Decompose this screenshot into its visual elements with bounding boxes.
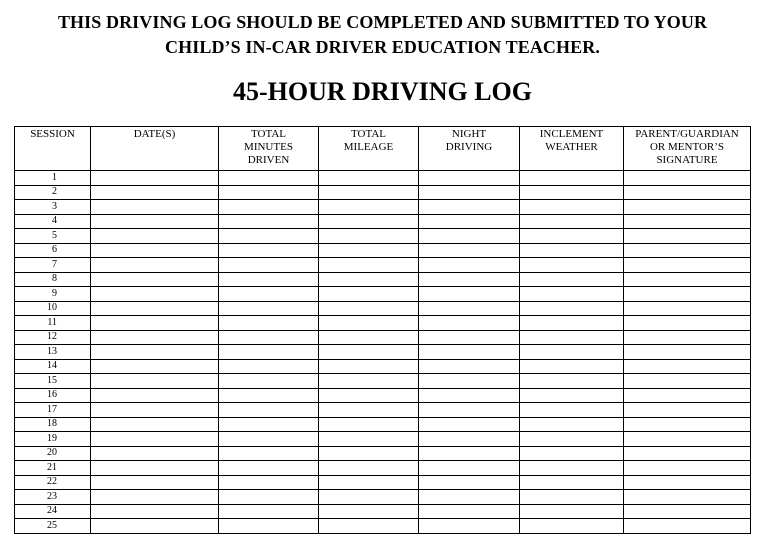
inclement-weather-cell[interactable]	[520, 475, 624, 490]
signature-cell[interactable]	[624, 432, 751, 447]
night-driving-cell[interactable]	[419, 301, 520, 316]
table-row	[15, 417, 751, 432]
session-number: 11	[15, 316, 91, 331]
signature-cell[interactable]	[624, 272, 751, 287]
inclement-weather-cell[interactable]	[520, 243, 624, 258]
mileage-cell[interactable]	[319, 316, 419, 331]
minutes-cell[interactable]	[219, 171, 319, 186]
table-row	[15, 359, 751, 374]
mileage-cell[interactable]	[319, 359, 419, 374]
date-cell[interactable]	[91, 504, 219, 519]
night-driving-cell[interactable]	[419, 388, 520, 403]
night-driving-cell[interactable]	[419, 403, 520, 418]
table-row	[15, 316, 751, 331]
night-driving-cell[interactable]	[419, 359, 520, 374]
minutes-cell[interactable]	[219, 388, 319, 403]
mileage-cell[interactable]	[319, 504, 419, 519]
signature-cell[interactable]	[624, 185, 751, 200]
night-driving-cell[interactable]	[419, 432, 520, 447]
column-header-total-minutes-driven	[219, 127, 319, 171]
table-row	[15, 388, 751, 403]
night-driving-cell[interactable]	[419, 272, 520, 287]
column-header-line: TOTAL	[251, 128, 286, 140]
signature-cell[interactable]	[624, 301, 751, 316]
night-driving-cell[interactable]	[419, 446, 520, 461]
mileage-cell[interactable]	[319, 388, 419, 403]
inclement-weather-cell[interactable]	[520, 185, 624, 200]
night-driving-cell[interactable]	[419, 316, 520, 331]
date-cell[interactable]	[91, 475, 219, 490]
signature-cell[interactable]	[624, 345, 751, 360]
table-row	[15, 374, 751, 389]
session-number: 10	[15, 301, 91, 316]
inclement-weather-cell[interactable]	[520, 272, 624, 287]
night-driving-cell[interactable]	[419, 185, 520, 200]
minutes-cell[interactable]	[219, 359, 319, 374]
inclement-weather-cell[interactable]	[520, 316, 624, 331]
signature-cell[interactable]	[624, 388, 751, 403]
inclement-weather-cell[interactable]	[520, 461, 624, 476]
column-header-signature	[624, 127, 751, 171]
mileage-cell[interactable]	[319, 403, 419, 418]
signature-cell[interactable]	[624, 171, 751, 186]
minutes-cell[interactable]	[219, 229, 319, 244]
session-number: 3	[15, 200, 91, 215]
signature-cell[interactable]	[624, 330, 751, 345]
signature-cell[interactable]	[624, 374, 751, 389]
column-header-line: MINUTES	[244, 141, 293, 153]
mileage-cell[interactable]	[319, 330, 419, 345]
mileage-cell[interactable]	[319, 243, 419, 258]
inclement-weather-cell[interactable]	[520, 214, 624, 229]
inclement-weather-cell[interactable]	[520, 287, 624, 302]
date-cell[interactable]	[91, 200, 219, 215]
signature-cell[interactable]	[624, 519, 751, 534]
table-row	[15, 446, 751, 461]
date-cell[interactable]	[91, 171, 219, 186]
signature-cell[interactable]	[624, 243, 751, 258]
table-header-row	[15, 127, 751, 171]
mileage-cell[interactable]	[319, 417, 419, 432]
table-row	[15, 243, 751, 258]
night-driving-cell[interactable]	[419, 214, 520, 229]
date-cell[interactable]	[91, 446, 219, 461]
date-cell[interactable]	[91, 490, 219, 505]
signature-cell[interactable]	[624, 417, 751, 432]
signature-cell[interactable]	[624, 446, 751, 461]
column-header-inclement-weather	[520, 127, 624, 171]
inclement-weather-cell[interactable]	[520, 200, 624, 215]
date-cell[interactable]	[91, 388, 219, 403]
inclement-weather-cell[interactable]	[520, 374, 624, 389]
night-driving-cell[interactable]	[419, 258, 520, 273]
table-row	[15, 403, 751, 418]
night-driving-cell[interactable]	[419, 229, 520, 244]
notice-line-2: CHILD’S IN-CAR DRIVER EDUCATION TEACHER.	[165, 37, 600, 57]
mileage-cell[interactable]	[319, 519, 419, 534]
session-number: 12	[15, 330, 91, 345]
night-driving-cell[interactable]	[419, 417, 520, 432]
session-number: 6	[15, 243, 91, 258]
night-driving-cell[interactable]	[419, 287, 520, 302]
column-header-line: WEATHER	[545, 141, 598, 153]
mileage-cell[interactable]	[319, 272, 419, 287]
mileage-cell[interactable]	[319, 446, 419, 461]
date-cell[interactable]	[91, 519, 219, 534]
night-driving-cell[interactable]	[419, 461, 520, 476]
column-header-line: NIGHT	[451, 128, 487, 140]
inclement-weather-cell[interactable]	[520, 403, 624, 418]
signature-cell[interactable]	[624, 287, 751, 302]
session-number: 25	[15, 519, 91, 534]
night-driving-cell[interactable]	[419, 490, 520, 505]
column-header-line: DRIVING	[445, 141, 493, 153]
table-row	[15, 258, 751, 273]
inclement-weather-cell[interactable]	[520, 432, 624, 447]
minutes-cell[interactable]	[219, 272, 319, 287]
date-cell[interactable]	[91, 432, 219, 447]
table-row	[15, 519, 751, 534]
table-row	[15, 504, 751, 519]
session-number: 9	[15, 287, 91, 302]
minutes-cell[interactable]	[219, 287, 319, 302]
mileage-cell[interactable]	[319, 490, 419, 505]
signature-cell[interactable]	[624, 403, 751, 418]
minutes-cell[interactable]	[219, 374, 319, 389]
signature-cell[interactable]	[624, 359, 751, 374]
minutes-cell[interactable]	[219, 490, 319, 505]
date-cell[interactable]	[91, 374, 219, 389]
session-number: 18	[15, 417, 91, 432]
column-header-line: OR MENTOR’S	[649, 141, 725, 153]
table-row	[15, 185, 751, 200]
minutes-cell[interactable]	[219, 446, 319, 461]
session-number: 16	[15, 388, 91, 403]
session-number: 4	[15, 214, 91, 229]
night-driving-cell[interactable]	[419, 504, 520, 519]
date-cell[interactable]	[91, 301, 219, 316]
mileage-cell[interactable]	[319, 432, 419, 447]
minutes-cell[interactable]	[219, 504, 319, 519]
inclement-weather-cell[interactable]	[520, 359, 624, 374]
signature-cell[interactable]	[624, 490, 751, 505]
night-driving-cell[interactable]	[419, 475, 520, 490]
column-header-line: DRIVEN	[247, 154, 290, 166]
minutes-cell[interactable]	[219, 243, 319, 258]
inclement-weather-cell[interactable]	[520, 330, 624, 345]
column-header-line: SIGNATURE	[656, 154, 718, 166]
mileage-cell[interactable]	[319, 287, 419, 302]
date-cell[interactable]	[91, 229, 219, 244]
date-cell[interactable]	[91, 185, 219, 200]
column-header-total-mileage	[319, 127, 419, 171]
inclement-weather-cell[interactable]	[520, 171, 624, 186]
minutes-cell[interactable]	[219, 519, 319, 534]
minutes-cell[interactable]	[219, 432, 319, 447]
session-number: 21	[15, 461, 91, 476]
session-number: 8	[15, 272, 91, 287]
night-driving-cell[interactable]	[419, 200, 520, 215]
minutes-cell[interactable]	[219, 461, 319, 476]
column-header-line: SESSION	[30, 128, 75, 140]
table-row	[15, 461, 751, 476]
mileage-cell[interactable]	[319, 461, 419, 476]
inclement-weather-cell[interactable]	[520, 446, 624, 461]
column-header-line: MILEAGE	[343, 141, 394, 153]
date-cell[interactable]	[91, 243, 219, 258]
mileage-cell[interactable]	[319, 374, 419, 389]
session-number: 7	[15, 258, 91, 273]
night-driving-cell[interactable]	[419, 345, 520, 360]
table-row	[15, 229, 751, 244]
date-cell[interactable]	[91, 403, 219, 418]
column-header-session	[15, 127, 91, 171]
minutes-cell[interactable]	[219, 475, 319, 490]
minutes-cell[interactable]	[219, 403, 319, 418]
mileage-cell[interactable]	[319, 345, 419, 360]
signature-cell[interactable]	[624, 475, 751, 490]
session-number: 2	[15, 185, 91, 200]
night-driving-cell[interactable]	[419, 374, 520, 389]
table-body	[15, 171, 751, 534]
inclement-weather-cell[interactable]	[520, 388, 624, 403]
column-header-line: INCLEMENT	[539, 128, 604, 140]
table-row	[15, 475, 751, 490]
inclement-weather-cell[interactable]	[520, 229, 624, 244]
column-header-dates	[91, 127, 219, 171]
inclement-weather-cell[interactable]	[520, 504, 624, 519]
minutes-cell[interactable]	[219, 417, 319, 432]
inclement-weather-cell[interactable]	[520, 490, 624, 505]
minutes-cell[interactable]	[219, 301, 319, 316]
mileage-cell[interactable]	[319, 258, 419, 273]
notice-line-1: THIS DRIVING LOG SHOULD BE COMPLETED AND SUBMITTED TO YOUR	[57, 12, 708, 32]
column-header-night-driving	[419, 127, 520, 171]
inclement-weather-cell[interactable]	[520, 258, 624, 273]
signature-cell[interactable]	[624, 504, 751, 519]
table-row	[15, 287, 751, 302]
table-row	[15, 171, 751, 186]
session-number: 14	[15, 359, 91, 374]
log-title: 45-HOUR DRIVING LOG	[232, 77, 532, 106]
signature-cell[interactable]	[624, 316, 751, 331]
column-header-line: PARENT/GUARDIAN	[635, 128, 739, 140]
signature-cell[interactable]	[624, 461, 751, 476]
mileage-cell[interactable]	[319, 171, 419, 186]
signature-cell[interactable]	[624, 258, 751, 273]
date-cell[interactable]	[91, 330, 219, 345]
minutes-cell[interactable]	[219, 316, 319, 331]
inclement-weather-cell[interactable]	[520, 345, 624, 360]
mileage-cell[interactable]	[319, 229, 419, 244]
session-number: 15	[15, 374, 91, 389]
date-cell[interactable]	[91, 461, 219, 476]
session-number: 13	[15, 345, 91, 360]
night-driving-cell[interactable]	[419, 171, 520, 186]
date-cell[interactable]	[91, 417, 219, 432]
table-row	[15, 432, 751, 447]
session-number: 23	[15, 490, 91, 505]
table-row	[15, 490, 751, 505]
signature-cell[interactable]	[624, 200, 751, 215]
mileage-cell[interactable]	[319, 185, 419, 200]
signature-cell[interactable]	[624, 214, 751, 229]
date-cell[interactable]	[91, 345, 219, 360]
night-driving-cell[interactable]	[419, 243, 520, 258]
inclement-weather-cell[interactable]	[520, 301, 624, 316]
minutes-cell[interactable]	[219, 258, 319, 273]
column-header-line: DATE(S)	[133, 128, 176, 140]
session-number: 22	[15, 475, 91, 490]
date-cell[interactable]	[91, 359, 219, 374]
inclement-weather-cell[interactable]	[520, 417, 624, 432]
session-number: 20	[15, 446, 91, 461]
night-driving-cell[interactable]	[419, 519, 520, 534]
minutes-cell[interactable]	[219, 214, 319, 229]
night-driving-cell[interactable]	[419, 330, 520, 345]
mileage-cell[interactable]	[319, 301, 419, 316]
table-row	[15, 345, 751, 360]
minutes-cell[interactable]	[219, 185, 319, 200]
table-row	[15, 301, 751, 316]
minutes-cell[interactable]	[219, 345, 319, 360]
submission-notice	[0, 10, 765, 60]
date-cell[interactable]	[91, 272, 219, 287]
minutes-cell[interactable]	[219, 330, 319, 345]
mileage-cell[interactable]	[319, 200, 419, 215]
session-number: 19	[15, 432, 91, 447]
date-cell[interactable]	[91, 258, 219, 273]
session-number: 17	[15, 403, 91, 418]
table-row	[15, 330, 751, 345]
mileage-cell[interactable]	[319, 214, 419, 229]
table-row	[15, 214, 751, 229]
date-cell[interactable]	[91, 316, 219, 331]
driving-log-table	[14, 126, 751, 534]
table-row	[15, 200, 751, 215]
mileage-cell[interactable]	[319, 475, 419, 490]
signature-cell[interactable]	[624, 229, 751, 244]
column-header-line: TOTAL	[351, 128, 386, 140]
date-cell[interactable]	[91, 287, 219, 302]
session-number: 5	[15, 229, 91, 244]
session-number: 1	[15, 171, 91, 186]
table-row	[15, 272, 751, 287]
session-number: 24	[15, 504, 91, 519]
date-cell[interactable]	[91, 214, 219, 229]
inclement-weather-cell[interactable]	[520, 519, 624, 534]
minutes-cell[interactable]	[219, 200, 319, 215]
